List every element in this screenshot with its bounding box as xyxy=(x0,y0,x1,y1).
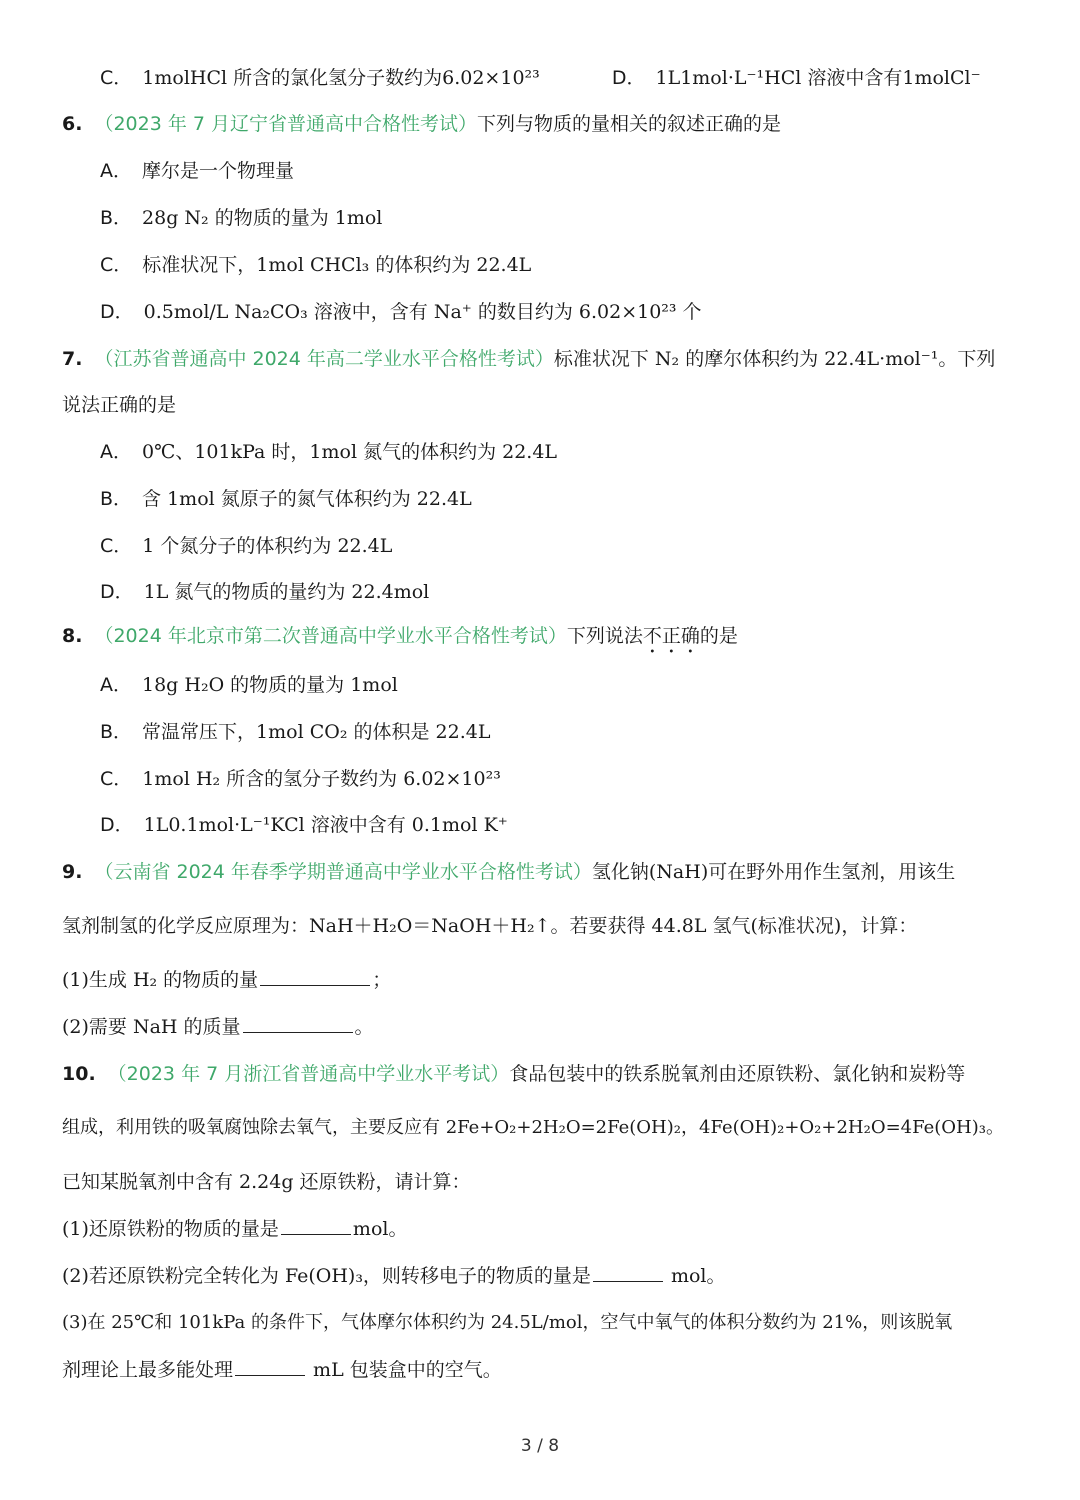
q8-option-c xyxy=(100,765,1040,793)
q5-option-d-text: 1L1mol·L⁻¹HCl 溶液中含有1molCl⁻ xyxy=(655,67,981,89)
option-text: 1mol H₂ 所含的氢分子数约为 6.02×10²³ xyxy=(142,768,501,790)
q10-sub1 xyxy=(62,1215,1040,1243)
page-number: 3 / 8 xyxy=(520,1436,560,1456)
q6-option-b xyxy=(100,204,1040,232)
answer-blank[interactable] xyxy=(593,1263,663,1282)
q9-stem-text: 氢化钠(NaH)可在野外用作生氢剂，用该生 xyxy=(591,861,956,883)
q10-sub3-line1: (3)在 25℃和 101kPa 的条件下，气体摩尔体积约为 24.5L/mol，空气中氧气的体积分数约为 21%，则该脱氧 xyxy=(62,1312,953,1333)
q7-source: （江苏省普通高中 2024 年高二学业水平合格性考试） xyxy=(94,348,554,370)
option-label: D． xyxy=(100,814,134,836)
q7-stem-text: 标准状况下 N₂ 的摩尔体积约为 22.4L·mol⁻¹。下列 xyxy=(553,348,996,370)
q10-source: （2023 年 7 月浙江省普通高中学业水平考试） xyxy=(107,1063,510,1085)
q10-sub3 xyxy=(62,1356,1040,1384)
q6-source: （2023 年 7 月辽宁省普通高中合格性考试） xyxy=(94,113,478,135)
q8-number: 8. xyxy=(62,625,83,647)
q9-sub1 xyxy=(62,966,1040,994)
sub-question-suffix: mol。 xyxy=(664,1265,726,1287)
option-text: 摩尔是一个物理量 xyxy=(142,160,295,182)
sub-question-text: (1)还原铁粉的物质的量是 xyxy=(62,1218,279,1240)
answer-blank[interactable] xyxy=(235,1357,305,1376)
q6-number: 6. xyxy=(62,113,83,135)
q10-sub2 xyxy=(62,1262,1040,1290)
q6-option-d xyxy=(100,298,1040,326)
q5-option-c-label: C． xyxy=(100,67,133,89)
q7-option-c xyxy=(100,532,1040,560)
option-label: A． xyxy=(100,674,132,696)
option-text: 常温常压下，1mol CO₂ 的体积是 22.4L xyxy=(142,721,491,743)
q8-stem-emphasis: 不正确 xyxy=(642,625,700,647)
sub-question-suffix: ； xyxy=(372,969,392,991)
option-label: B． xyxy=(100,207,133,229)
option-label: A． xyxy=(100,160,132,182)
q6-stem-text: 下列与物质的量相关的叙述正确的是 xyxy=(477,113,782,135)
q6-stem xyxy=(62,110,1040,138)
option-text: 18g H₂O 的物质的量为 1mol xyxy=(142,674,398,696)
q9-source: （云南省 2024 年春季学期普通高中学业水平合格性考试） xyxy=(94,861,592,883)
q10-stem-given: 已知某脱氧剂中含有 2.24g 还原铁粉，请计算： xyxy=(62,1171,471,1193)
q7-option-d xyxy=(100,578,1040,606)
option-label: C． xyxy=(100,535,133,557)
sub-question-text: (2)需要 NaH 的质量 xyxy=(62,1016,241,1038)
answer-blank[interactable] xyxy=(281,1216,351,1235)
q7-number: 7. xyxy=(62,348,83,370)
answer-blank[interactable] xyxy=(243,1014,353,1033)
q9-stem xyxy=(62,858,1040,886)
q8-option-d xyxy=(100,811,1040,839)
q6-option-a xyxy=(100,157,1040,185)
q5-option-d-label: D． xyxy=(611,67,646,89)
option-text: 0℃、101kPa 时，1mol 氮气的体积约为 22.4L xyxy=(142,441,558,463)
option-text: 0.5mol/L Na₂CO₃ 溶液中，含有 Na⁺ 的数目约为 6.02×10²³ 个 xyxy=(143,301,702,323)
option-text: 1 个氮分子的体积约为 22.4L xyxy=(142,535,393,557)
q8-stem-pre: 下列说法 xyxy=(566,625,643,647)
option-label: D． xyxy=(100,581,134,603)
q10-number: 10. xyxy=(62,1063,96,1085)
q9-sub2 xyxy=(62,1013,1040,1041)
q5-options-row xyxy=(100,64,1040,92)
q6-option-c xyxy=(100,251,1040,279)
q7-stem xyxy=(62,345,1040,373)
q9-stem-cont: 氢剂制氢的化学反应原理为：NaH＋H₂O＝NaOH＋H₂↑。若要获得 44.8L 氢气(标准状况)，计算： xyxy=(62,915,918,937)
q9-number: 9. xyxy=(62,861,83,883)
q7-option-a xyxy=(100,438,1040,466)
q8-option-a xyxy=(100,671,1040,699)
q8-source: （2024 年北京市第二次普通高中学业水平合格性考试） xyxy=(94,625,567,647)
q10-stem xyxy=(62,1060,1040,1088)
q8-option-b xyxy=(100,718,1040,746)
option-label: C． xyxy=(100,254,133,276)
answer-blank[interactable] xyxy=(260,967,370,986)
option-label: B． xyxy=(100,488,133,510)
q10-stem-cont: 组成，利用铁的吸氧腐蚀除去氧气，主要反应有 2Fe+O₂+2H₂O=2Fe(OH)₂，4Fe(OH)₂+O₂+2H₂O=4Fe(OH)₃。 xyxy=(62,1117,1004,1138)
option-text: 1L0.1mol·L⁻¹KCl 溶液中含有 0.1mol K⁺ xyxy=(143,814,508,836)
sub-question-text: (1)生成 H₂ 的物质的量 xyxy=(62,969,259,991)
q10-stem-text: 食品包装中的铁系脱氧剂由还原铁粉、氯化钠和炭粉等 xyxy=(509,1063,966,1085)
option-label: D． xyxy=(100,301,134,323)
sub-question-suffix: mL 包装盒中的空气。 xyxy=(307,1359,502,1381)
q7-stem-cont: 说法正确的是 xyxy=(62,394,177,416)
q8-stem-post: 的是 xyxy=(699,625,738,647)
option-text: 1L 氮气的物质的量约为 22.4mol xyxy=(143,581,430,603)
q5-option-c-text: 1molHCl 所含的氯化氢分子数约为6.02×10²³ xyxy=(142,67,540,89)
sub-question-suffix: 。 xyxy=(354,1016,374,1038)
option-text: 含 1mol 氮原子的氮气体积约为 22.4L xyxy=(142,488,472,510)
option-label: A． xyxy=(100,441,132,463)
sub-question-suffix: mol。 xyxy=(352,1218,408,1240)
q8-stem xyxy=(62,622,1040,658)
q7-option-b xyxy=(100,485,1040,513)
option-text: 28g N₂ 的物质的量为 1mol xyxy=(142,207,383,229)
option-label: C． xyxy=(100,768,133,790)
option-label: B． xyxy=(100,721,133,743)
sub-question-text: 剂理论上最多能处理 xyxy=(62,1359,234,1381)
sub-question-text: (2)若还原铁粉完全转化为 Fe(OH)₃，则转移电子的物质的量是 xyxy=(62,1265,591,1287)
option-text: 标准状况下，1mol CHCl₃ 的体积约为 22.4L xyxy=(142,254,532,276)
